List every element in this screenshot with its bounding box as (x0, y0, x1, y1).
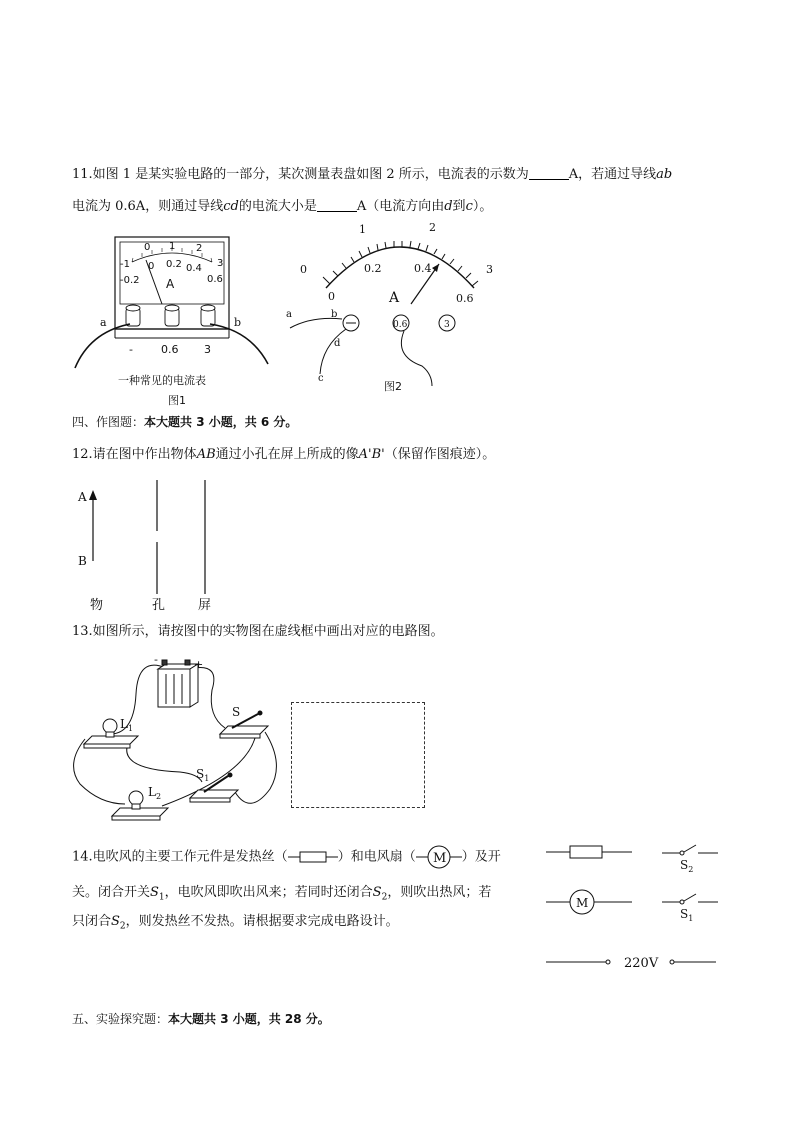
figure-1-ammeter (70, 232, 280, 412)
q14-line1-c: ）及开 (461, 849, 501, 865)
q12-b: AB (196, 447, 216, 462)
f2-wire-d: d (334, 338, 341, 349)
q11-line1-c: ab (656, 167, 673, 182)
battery-minus: - (154, 654, 158, 666)
q14-line1 (72, 845, 501, 869)
f1-top-3: 3 (217, 258, 224, 269)
battery (158, 660, 198, 707)
f1-term-3: 3 (204, 343, 211, 356)
f1-bot-0: 0 (148, 261, 155, 272)
motor-component (546, 890, 632, 914)
q14-line1-b: ）和电风扇（ (337, 849, 416, 865)
q11-line2-e: d (444, 199, 453, 214)
switch-s2-label: $S_2$ (680, 858, 694, 874)
f1-bot-neg: -0.2 (120, 275, 140, 286)
q14-line3-a: 只闭合 (72, 914, 112, 929)
q12-a: 12.请在图中作出物体 (72, 447, 197, 462)
svg-text:M: M (432, 851, 447, 866)
f2-arc (326, 247, 474, 288)
f1-caption-top: 一种常见的电流表 (118, 374, 206, 387)
q14-line3-c: ，则发热丝不发热。请根据要求完成电路设计。 (125, 914, 399, 929)
q11-line1 (72, 166, 672, 184)
section-5-bold: 本大题共 3 小题，共 28 分。 (168, 1012, 330, 1026)
f1-bot-02: 0.2 (166, 259, 182, 270)
q11-line2-g: c (465, 199, 473, 214)
q12-diagram (70, 476, 230, 616)
f2-outer-2: 2 (429, 221, 436, 234)
f2-wire-06 (401, 331, 432, 386)
section-5-heading (72, 1010, 330, 1028)
q11-line2-a: 电流为 0.6A，则通过导线 (72, 199, 224, 214)
f1-top-1: 1 (169, 241, 176, 252)
q12-c: 通过小孔在屏上所成的像 (215, 447, 359, 462)
label-object: 物 (90, 598, 104, 613)
f1-wire-a (75, 324, 130, 368)
f1-wire-b (210, 324, 268, 364)
q11-line1-a: 11.如图 1 是某实验电路的一部分，某次测量表盘如图 2 所示，电流表的示数为 (72, 167, 529, 182)
section-4-heading (72, 413, 297, 431)
f2-inner-04: 0.4 (414, 262, 432, 275)
switch-s (220, 711, 268, 738)
f1-top-2: 2 (196, 243, 203, 254)
f2-unit: A (389, 290, 400, 306)
q13-circuit-real (70, 654, 280, 826)
f1-wire-b-label: b (234, 316, 242, 329)
f1-wire-a-label: a (100, 316, 107, 329)
lamp-l2-label: $L_2$ (148, 785, 162, 801)
q14-line3 (72, 913, 399, 936)
f1-top-left: -1 (120, 259, 130, 270)
section-5-label: 五、实验探究题： (72, 1012, 169, 1026)
point-b: B (78, 554, 87, 568)
switch-s-label: S (232, 705, 241, 719)
point-a: A (78, 490, 87, 504)
f2-term-3-label: 3 (444, 320, 450, 330)
q12-text (72, 446, 495, 464)
q11-line2-f: 到 (452, 199, 466, 214)
f1-bot-04: 0.4 (186, 263, 202, 274)
f1-top-0: 0 (144, 242, 151, 253)
lamp-l1-label: $L_1$ (120, 717, 134, 733)
motor-icon (416, 845, 462, 869)
q12-e: （保留作图痕迹）。 (384, 447, 496, 462)
f2-outer-0: 0 (300, 263, 307, 276)
f2-term-06-label: 0.6 (393, 320, 408, 330)
q12-d: A'B' (358, 447, 385, 462)
figure-2-dial (282, 216, 522, 401)
wire-battery-s (194, 667, 225, 728)
q14-s1-a: S (150, 885, 159, 900)
q14-s2-a: S (372, 885, 382, 900)
section-4-label: 四、作图题： (72, 415, 145, 429)
voltage-label: 220V (624, 956, 659, 971)
q14-s2-b-sub: 2 (119, 921, 126, 932)
q13-text: 13.如图所示，请按图中的实物图在虚线框中画出对应的电路图。 (72, 624, 444, 639)
battery-plus: + (194, 658, 204, 671)
f2-wire-c: c (318, 373, 324, 384)
q11-blank-1 (529, 167, 569, 180)
f2-caption: 图2 (384, 380, 402, 393)
resistor-icon (288, 849, 338, 865)
q11-blank-2 (317, 199, 357, 212)
switch-s1-label: $S_1$ (196, 767, 210, 783)
f2-inner-06: 0.6 (456, 292, 474, 305)
q14-line1-a: 14.电吹风的主要工作元件是发热丝（ (72, 849, 288, 865)
f1-terminals (126, 305, 215, 326)
q11-line2-b: cd (223, 199, 239, 214)
f2-outer-1: 1 (359, 223, 366, 236)
q11-line2-h: ）。 (472, 199, 493, 214)
switch-s2-component (662, 845, 718, 855)
q13-answer-box (291, 702, 425, 808)
wire-l1-l2 (74, 739, 125, 804)
q11-line2-d: A（电流方向由 (356, 199, 445, 214)
q14-s1-a-sub: 1 (158, 892, 165, 903)
label-screen: 屏 (198, 598, 212, 613)
f1-caption: 图1 (168, 394, 186, 407)
section-4-bold: 本大题共 3 小题，共 6 分。 (144, 415, 298, 429)
q14-s2-b: S (111, 914, 120, 929)
q14-line2 (72, 884, 491, 907)
f2-outer-3: 3 (486, 263, 493, 276)
f2-wire-a: a (286, 309, 292, 320)
f1-bot-06: 0.6 (207, 274, 223, 285)
motor-label: M (576, 896, 589, 910)
switch-s1-component (662, 894, 718, 904)
q14-line2-a: 关。闭合开关 (72, 885, 151, 900)
resistor-component (546, 846, 632, 858)
q14-s2-a-sub: 2 (381, 892, 388, 903)
f2-wire-cd (320, 329, 346, 374)
f2-wire-b: b (331, 309, 338, 320)
q14-components (540, 836, 740, 980)
f2-ticks (323, 241, 478, 286)
f1-term-06: 0.6 (161, 343, 179, 356)
label-hole: 孔 (152, 598, 166, 613)
wire-l1-s1 (127, 736, 202, 782)
wire-s-s1 (235, 732, 276, 803)
q11-line2 (72, 198, 492, 216)
f2-inner-02: 0.2 (364, 262, 382, 275)
q11-line2-c: 的电流大小是 (238, 199, 317, 214)
f1-unit: A (166, 277, 175, 291)
q14-line2-e: ，则吹出热风；若 (387, 885, 492, 900)
f1-term-minus: - (129, 343, 133, 356)
switch-s1-label: $S_1$ (680, 907, 694, 923)
q14-line2-c: ，电吹风即吹出风来；若同时还闭合 (164, 885, 373, 900)
q11-line1-b: A，若通过导线 (568, 167, 657, 182)
f2-inner-0: 0 (328, 290, 335, 303)
